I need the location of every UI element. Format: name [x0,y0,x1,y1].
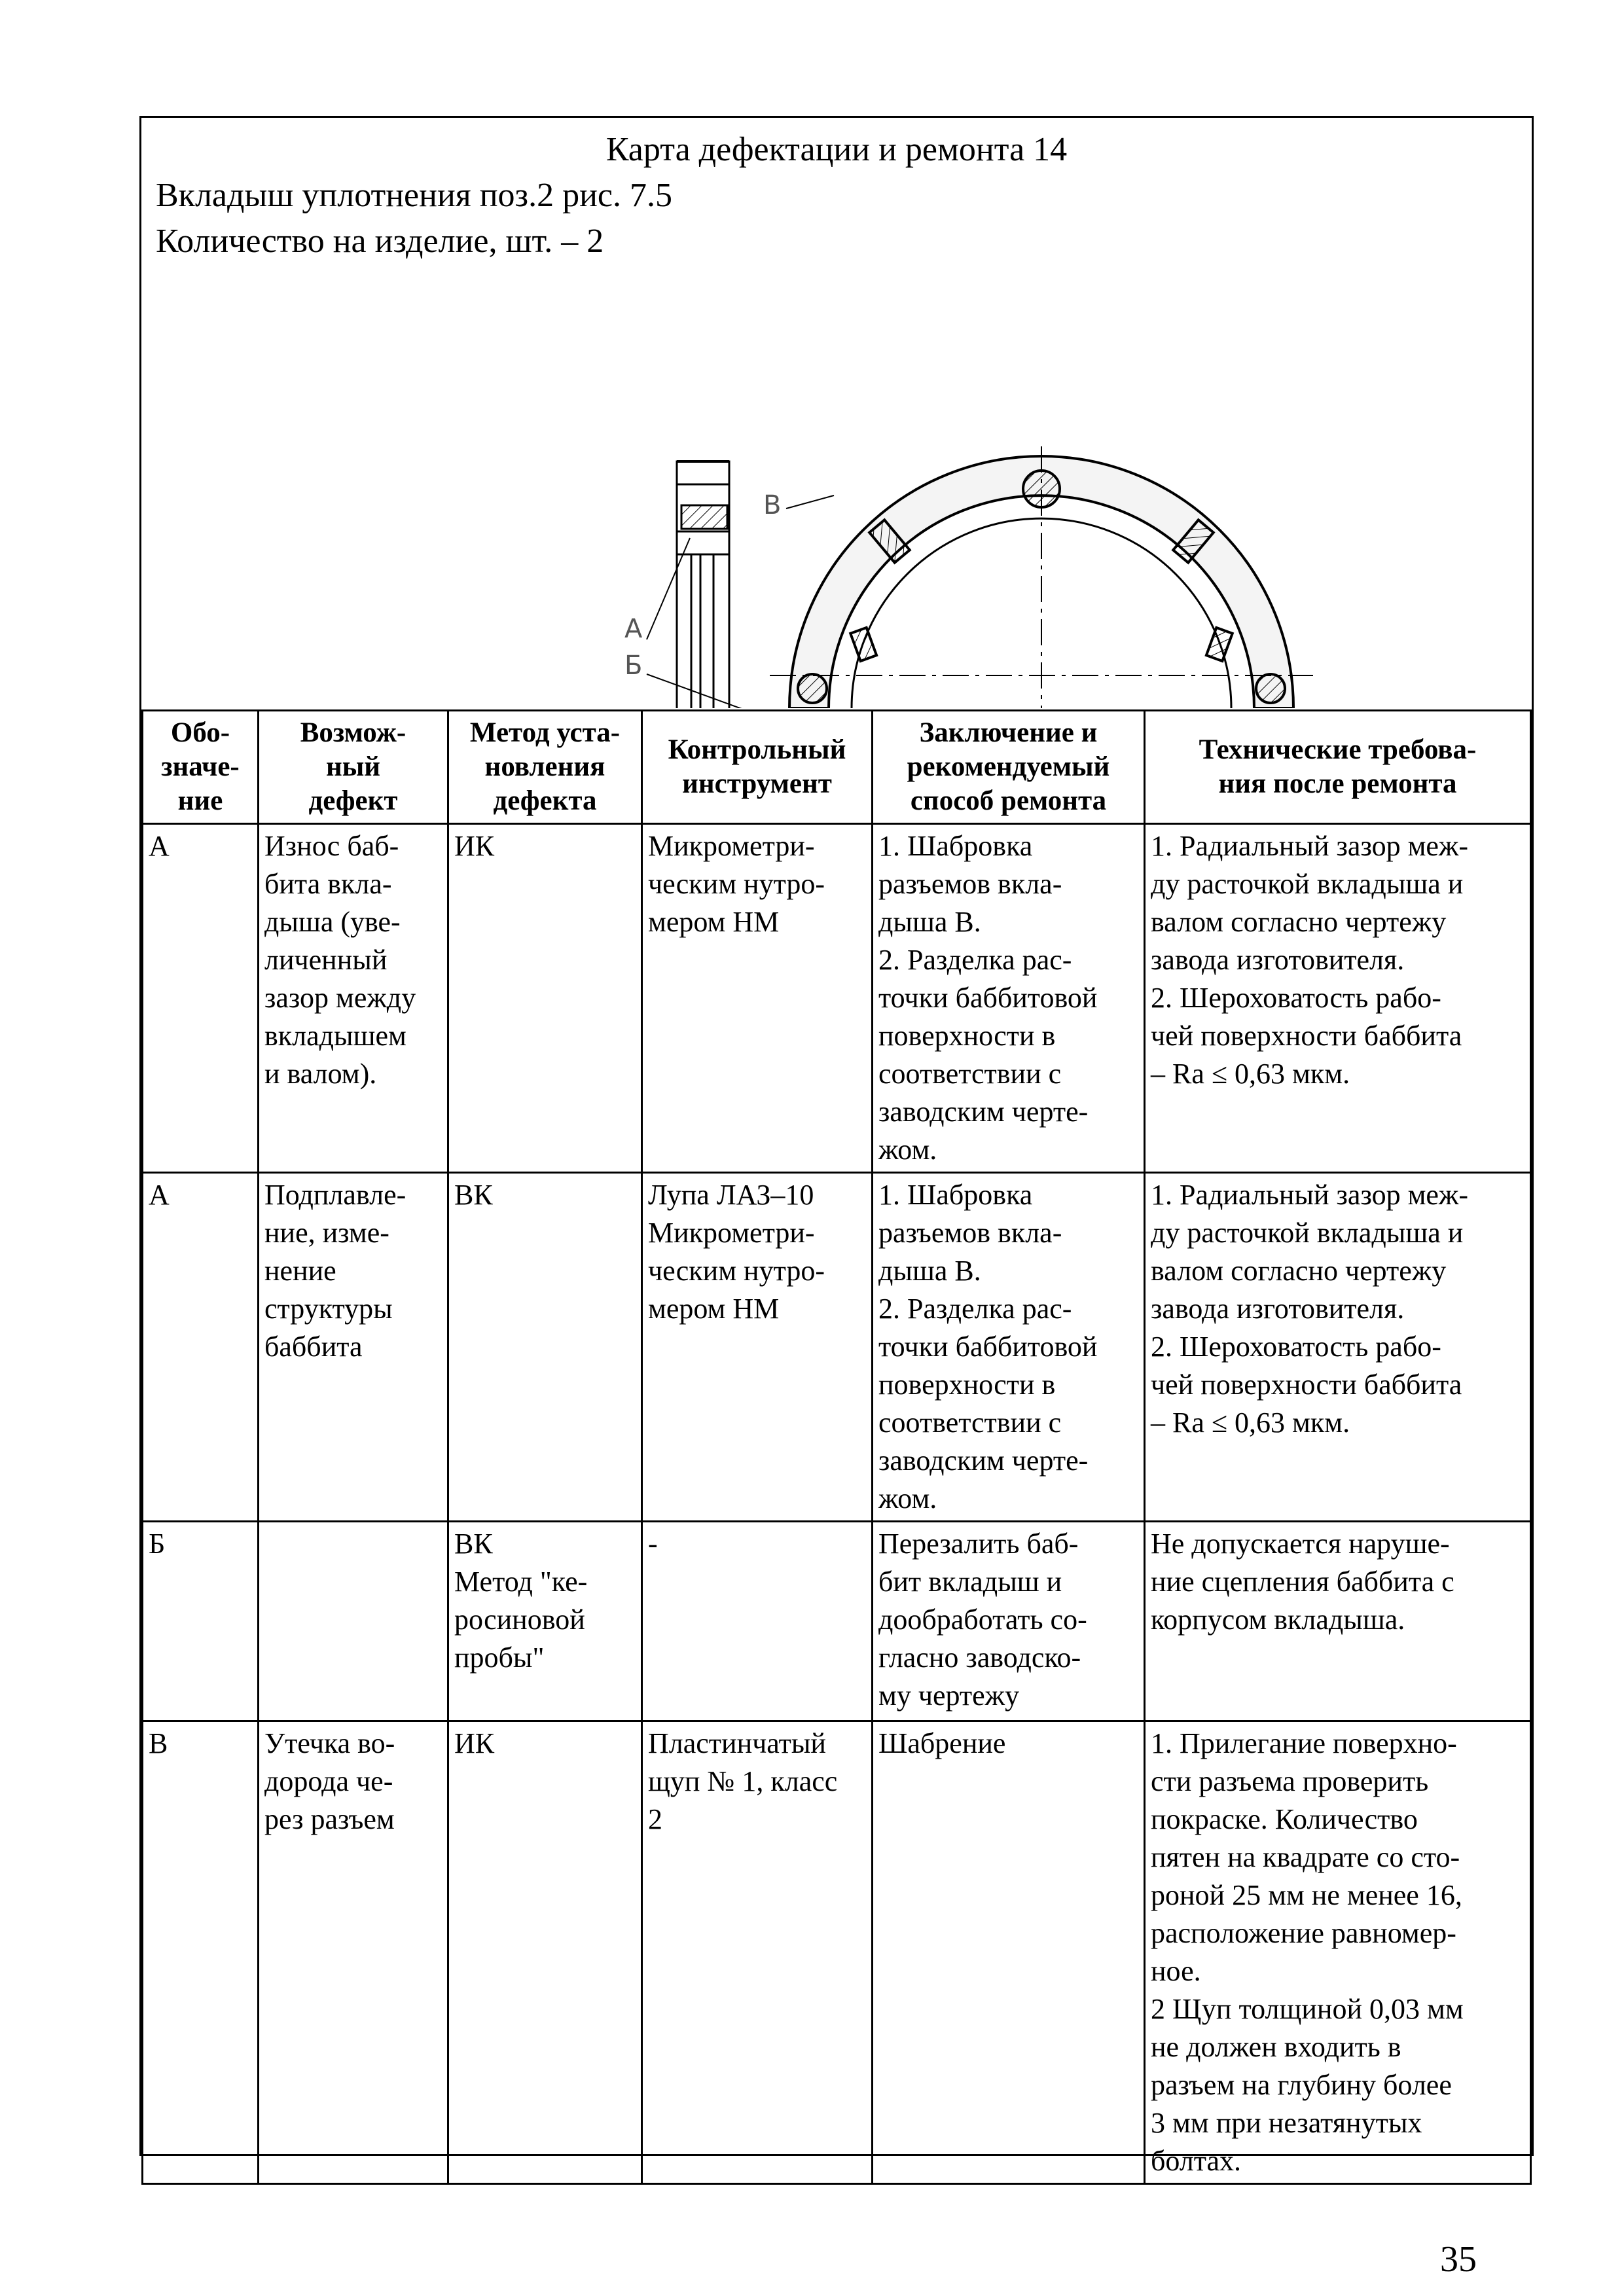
cell-designation: А [143,824,259,1173]
cell-instrument: Микрометри- ческим нутро- мером НМ [642,824,873,1173]
title-block [141,118,1532,707]
page-number: 35 [1440,2239,1477,2280]
cell-instrument: Пластинчатый щуп № 1, класс 2 [642,1721,873,2184]
cell-repair: Перезалить баб- бит вкладыш и дообработать со- гласно заводско- му чертежу [873,1522,1145,1721]
table-row [143,824,1531,1173]
cell-defect: Утечка во- дорода че- рез разъем [259,1721,448,2184]
table-row [143,1173,1531,1522]
header-control-instrument: Контрольный инструмент [642,711,873,824]
header-designation: Обо- значе- ние [143,711,259,824]
quantity-line: Количество на изделие, шт. – 2 [156,223,604,260]
cell-method: ИК [448,1721,642,2184]
cell-requirements: 1. Прилегание поверхно- сти разъема проверить покраске. Количество пятен на квадрате со сто- роной 25 мм не менее 16, расположение равномер- ное. 2 Щуп толщиной 0,03 мм не должен входить в разъем на глубину более 3 мм при незатянутых болтах. [1145,1721,1531,2184]
table-row [143,1522,1531,1721]
cell-method: ИК [448,824,642,1173]
defect-table [141,709,1532,2185]
cell-designation: А [143,1173,259,1522]
cell-instrument: - [642,1522,873,1721]
card-title: Карта дефектации и ремонта 14 [605,131,1068,168]
drawing-label-b: Б [624,651,643,681]
table-header-row [143,711,1531,824]
part-name-line: Вкладыш уплотнения поз.2 рис. 7.5 [156,177,672,214]
cell-requirements: 1. Радиальный зазор меж- ду расточкой вкладыша и валом согласно чертежу завода изготовителя. 2. Шероховатость рабо- чей поверхности баббита – Ra ≤ 0,63 мкм. [1145,824,1531,1173]
header-repair-method: Заключение и рекомендуемый способ ремонта [873,711,1145,824]
cell-defect: Износ баб- бита вкла- дыша (уве- личенный зазор между вкладышем и валом). [259,824,448,1173]
cell-repair: 1. Шабровка разъемов вкла- дыша В. 2. Разделка рас- точки баббитовой поверхности в соответствии с заводским черте- жом. [873,1173,1145,1522]
defect-card-frame [139,116,1534,2177]
cell-designation: Б [143,1522,259,1721]
cell-requirements: 1. Радиальный зазор меж- ду расточкой вкладыша и валом согласно чертежу завода изготовителя. 2. Шероховатость рабо- чей поверхности баббита – Ra ≤ 0,63 мкм. [1145,1173,1531,1522]
drawing-label-a: А [624,614,643,644]
header-defect: Возмож- ный дефект [259,711,448,824]
cell-method: ВК Метод "ке- росиновой пробы" [448,1522,642,1721]
table-row [143,1721,1531,2184]
cell-repair: 1. Шабровка разъемов вкла- дыша В. 2. Разделка рас- точки баббитовой поверхности в соответствии с заводским черте- жом. [873,824,1145,1173]
header-requirements: Технические требова- ния после ремонта [1145,711,1531,824]
cell-instrument: Лупа ЛАЗ–10 Микрометри- ческим нутро- мером НМ [642,1173,873,1522]
drawing-label-v: В [763,490,782,520]
cell-designation: В [143,1721,259,2184]
side-section-view [677,461,729,708]
part-drawing [462,289,1352,708]
cell-method: ВК [448,1173,642,1522]
cell-defect [259,1522,448,1721]
cell-defect: Подплавле- ние, изме- нение структуры баббита [259,1173,448,1522]
cell-repair: Шабрение [873,1721,1145,2184]
cell-requirements: Не допускается наруше- ние сцепления баббита с корпусом вкладыша. [1145,1522,1531,1721]
part-drawing-svg [462,289,1352,708]
header-detection-method: Метод уста- новления дефекта [448,711,642,824]
